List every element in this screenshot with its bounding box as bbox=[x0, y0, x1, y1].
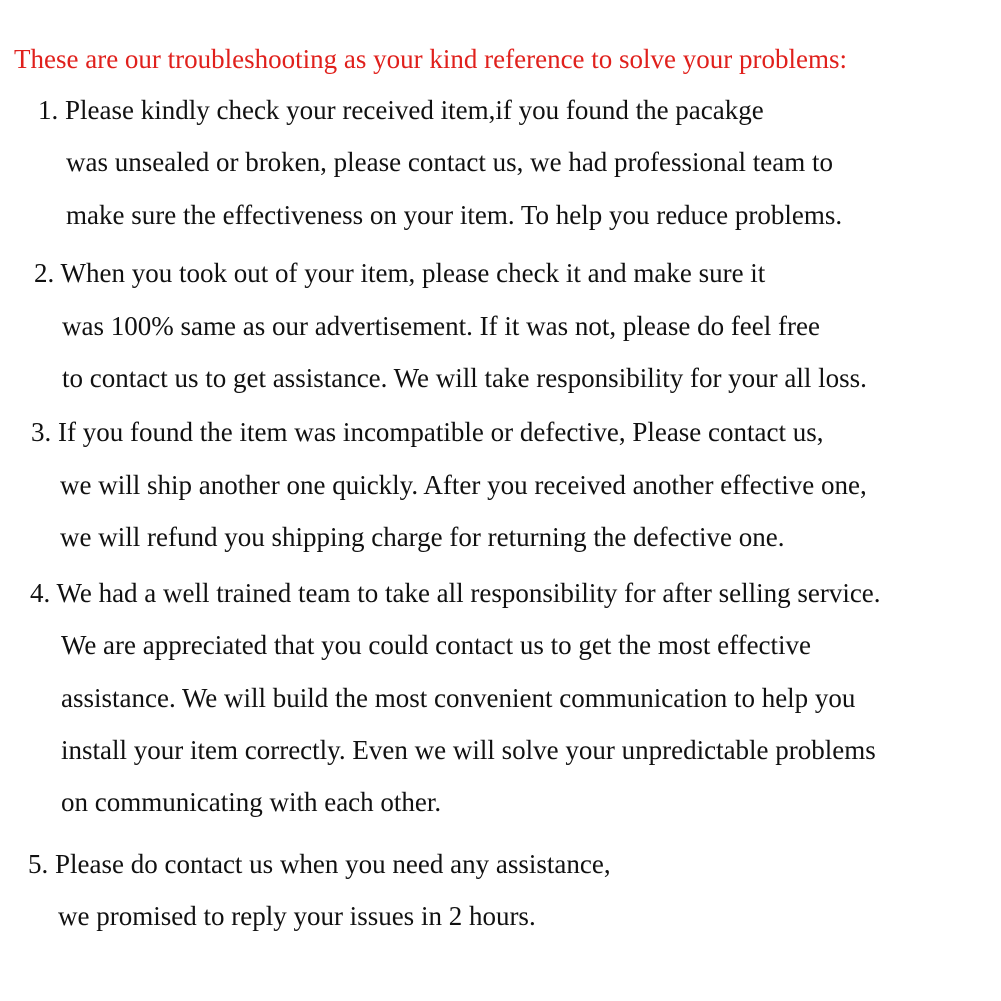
item-2-line-1: 2. When you took out of your item, please check it and make sure it bbox=[34, 258, 766, 288]
item-3-line-3: we will refund you shipping charge for returning the defective one. bbox=[60, 522, 785, 552]
item-4-line-3: assistance. We will build the most convenient communication to help you bbox=[61, 683, 856, 713]
item-4-line-2: We are appreciated that you could contact us to get the most effective bbox=[61, 630, 812, 660]
item-2-line-2: was 100% same as our advertisement. If it was not, please do feel free bbox=[62, 311, 820, 341]
item-1-line-2: was unsealed or broken, please contact us, we had professional team to bbox=[66, 147, 833, 177]
item-4-line-4: install your item correctly. Even we will solve your unpredictable problems bbox=[61, 735, 876, 765]
item-5-line-1: 5. Please do contact us when you need any assistance, bbox=[28, 849, 611, 879]
item-1-line-1: 1. Please kindly check your received item,if you found the pacakge bbox=[38, 95, 764, 125]
item-1-line-3: make sure the effectiveness on your item. To help you reduce problems. bbox=[66, 200, 843, 230]
item-5-line-2: we promised to reply your issues in 2 hours. bbox=[58, 901, 536, 931]
item-3-line-1: 3. If you found the item was incompatible or defective, Please contact us, bbox=[31, 417, 824, 447]
item-4-line-5: on communicating with each other. bbox=[61, 787, 442, 817]
item-2-line-3: to contact us to get assistance. We will take responsibility for your all loss. bbox=[62, 363, 867, 393]
item-3-line-2: we will ship another one quickly. After you received another effective one, bbox=[60, 470, 867, 500]
item-4-line-1: 4. We had a well trained team to take all responsibility for after selling service. bbox=[30, 578, 881, 608]
document-heading: These are our troubleshooting as your kind reference to solve your problems: bbox=[14, 44, 848, 74]
